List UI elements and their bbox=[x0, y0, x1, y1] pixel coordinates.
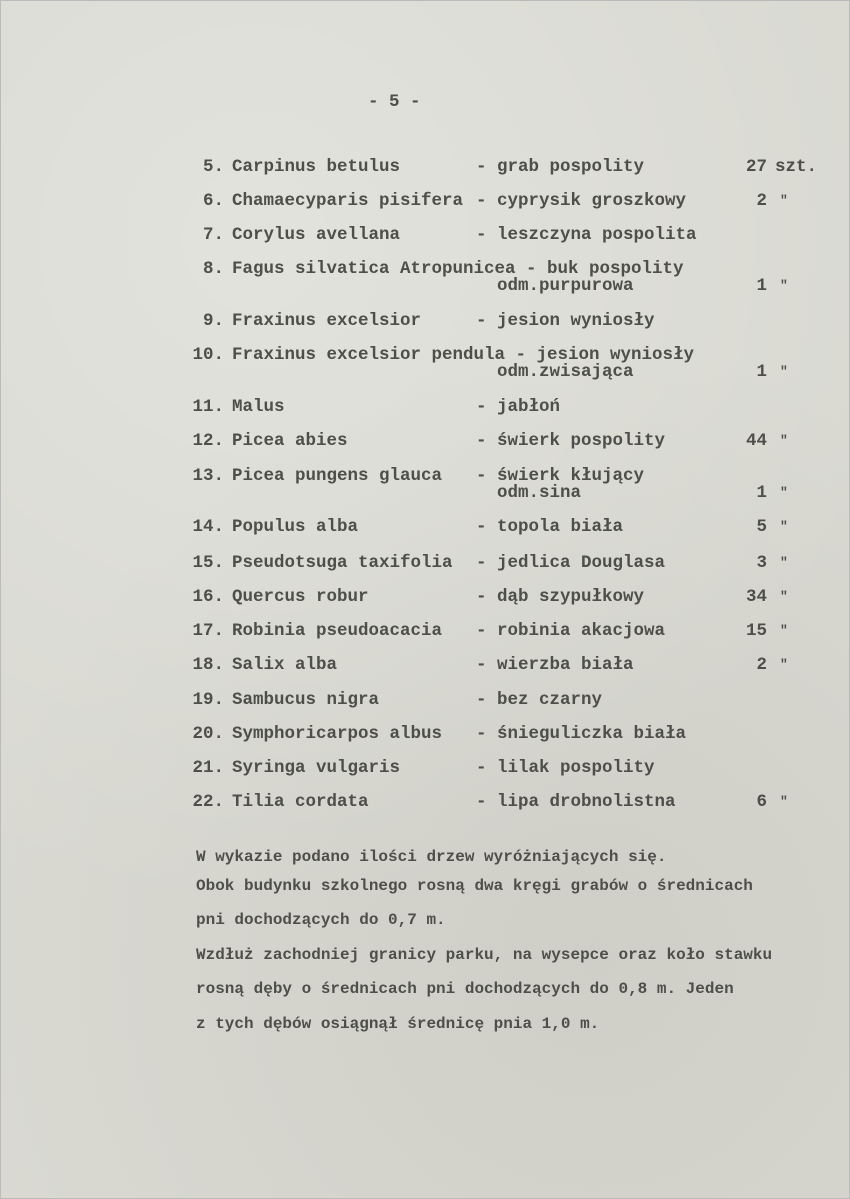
polish-name: świerk kłujący bbox=[497, 466, 645, 486]
latin-name: Carpinus betulus bbox=[232, 157, 401, 177]
item-number: 9. bbox=[202, 311, 224, 331]
count: 1 bbox=[756, 362, 767, 382]
latin-name: Quercus robur bbox=[232, 587, 369, 607]
count: 1 bbox=[756, 276, 767, 296]
latin-name: Sambucus nigra bbox=[232, 690, 380, 710]
dash-separator: - bbox=[476, 690, 487, 710]
item-number: 7. bbox=[202, 225, 224, 245]
count-unit: " bbox=[780, 485, 788, 500]
dash-separator: - bbox=[476, 724, 487, 744]
latin-name: Robinia pseudoacacia bbox=[232, 621, 443, 641]
count-unit: " bbox=[780, 519, 788, 534]
polish-name: cyprysik groszkowy bbox=[497, 191, 687, 211]
dash-separator: - bbox=[476, 758, 487, 778]
polish-name: odm.zwisająca bbox=[497, 362, 634, 382]
count: 6 bbox=[756, 792, 767, 812]
dash-separator: - bbox=[476, 157, 487, 177]
polish-name: odm.purpurowa bbox=[497, 276, 634, 296]
dash-separator: - bbox=[476, 466, 487, 486]
dash-separator: - bbox=[476, 431, 487, 451]
polish-name: leszczyna pospolita bbox=[497, 225, 697, 245]
page-number: - 5 - bbox=[368, 92, 421, 112]
dash-separator: - bbox=[515, 345, 527, 365]
polish-name: lilak pospolity bbox=[497, 758, 655, 778]
polish-name: lipa drobnolistna bbox=[497, 792, 676, 812]
count: 2 bbox=[756, 655, 767, 675]
paragraph-line: z tych dębów osiągnął średnicę pnia 1,0 m. bbox=[196, 1015, 600, 1033]
count: 15 bbox=[745, 621, 767, 641]
item-number: 10. bbox=[192, 345, 224, 365]
latin-name: Picea pungens glauca bbox=[232, 466, 443, 486]
count-unit: " bbox=[780, 794, 788, 809]
latin-name: Corylus avellana bbox=[232, 225, 401, 245]
latin-name: Symphoricarpos albus bbox=[232, 724, 443, 744]
polish-name: śnieguliczka biała bbox=[497, 724, 687, 744]
dash-separator: - bbox=[476, 397, 487, 417]
polish-name: topola biała bbox=[497, 517, 624, 537]
dash-separator: - bbox=[476, 553, 487, 573]
latin-name: Salix alba bbox=[232, 655, 338, 675]
item-number: 12. bbox=[192, 431, 224, 451]
polish-name: odm.sina bbox=[497, 483, 582, 503]
polish-name: jesion wyniosły bbox=[497, 311, 655, 331]
count: 5 bbox=[756, 517, 767, 537]
item-number: 14. bbox=[192, 517, 224, 537]
count-unit: " bbox=[780, 278, 788, 293]
latin-name: Malus bbox=[232, 397, 285, 417]
item-number: 11. bbox=[192, 397, 224, 417]
paragraph-line: Obok budynku szkolnego rosną dwa kręgi grabów o średnicach bbox=[196, 877, 753, 895]
latin-name: Populus alba bbox=[232, 517, 359, 537]
latin-name: Fraxinus excelsior pendula bbox=[232, 345, 506, 365]
dash-separator: - bbox=[476, 225, 487, 245]
count-unit: " bbox=[780, 555, 788, 570]
count-unit: " bbox=[780, 657, 788, 672]
dash-separator: - bbox=[476, 517, 487, 537]
count: 2 bbox=[756, 191, 767, 211]
count-unit: " bbox=[780, 433, 788, 448]
dash-separator: - bbox=[526, 259, 537, 279]
polish-name: buk pospolity bbox=[547, 259, 684, 279]
latin-name: Tilia cordata bbox=[232, 792, 369, 812]
latin-name: Syringa vulgaris bbox=[232, 758, 401, 778]
polish-name: wierzba biała bbox=[497, 655, 634, 675]
count: 34 bbox=[745, 587, 767, 607]
polish-name: dąb szypułkowy bbox=[497, 587, 645, 607]
item-number: 16. bbox=[192, 587, 224, 607]
item-number: 13. bbox=[192, 466, 224, 486]
dash-separator: - bbox=[476, 792, 487, 812]
item-number: 8. bbox=[202, 259, 224, 279]
latin-name: Fagus silvatica Atropunicea bbox=[232, 259, 516, 279]
dash-separator: - bbox=[476, 655, 487, 675]
count: 27 bbox=[745, 157, 767, 177]
latin-name: Fraxinus excelsior bbox=[232, 311, 422, 331]
count-unit: " bbox=[780, 193, 788, 208]
polish-name: jesion wyniosły bbox=[536, 345, 695, 365]
count-unit: " bbox=[780, 623, 788, 638]
dash-separator: - bbox=[476, 191, 487, 211]
paragraph-line: Wzdłuż zachodniej granicy parku, na wysepce oraz koło stawku bbox=[196, 946, 773, 964]
count: 44 bbox=[745, 431, 767, 451]
dash-separator: - bbox=[476, 587, 487, 607]
latin-name: Pseudotsuga taxifolia bbox=[232, 553, 453, 573]
dash-separator: - bbox=[476, 621, 487, 641]
paragraph-line: pni dochodzących do 0,7 m. bbox=[196, 911, 446, 929]
latin-name: Picea abies bbox=[232, 431, 348, 451]
count: 3 bbox=[756, 553, 767, 573]
polish-name: jedlica Douglasa bbox=[497, 553, 666, 573]
polish-name: robinia akacjowa bbox=[497, 621, 666, 641]
polish-name: grab pospolity bbox=[497, 157, 645, 177]
item-number: 18. bbox=[192, 655, 224, 675]
polish-name: świerk pospolity bbox=[497, 431, 666, 451]
polish-name: bez czarny bbox=[497, 690, 603, 710]
item-number: 20. bbox=[192, 724, 224, 744]
paragraph-line: W wykazie podano ilości drzew wyróżniających się. bbox=[196, 848, 667, 866]
item-number: 17. bbox=[192, 621, 224, 641]
count: 1 bbox=[756, 483, 767, 503]
paragraph-line: rosną dęby o średnicach pni dochodzących do 0,8 m. Jeden bbox=[196, 980, 734, 998]
item-number: 22. bbox=[192, 792, 224, 812]
item-number: 21. bbox=[192, 758, 224, 778]
polish-name: jabłoń bbox=[497, 397, 561, 417]
item-number: 5. bbox=[202, 157, 224, 177]
item-number: 6. bbox=[202, 191, 224, 211]
item-number: 19. bbox=[192, 690, 224, 710]
dash-separator: - bbox=[476, 311, 487, 331]
count-unit: " bbox=[780, 364, 788, 379]
count-unit: " bbox=[780, 589, 788, 604]
latin-name: Chamaecyparis pisifera bbox=[232, 191, 464, 211]
item-number: 15. bbox=[192, 553, 224, 573]
count-unit: szt. bbox=[775, 157, 818, 177]
